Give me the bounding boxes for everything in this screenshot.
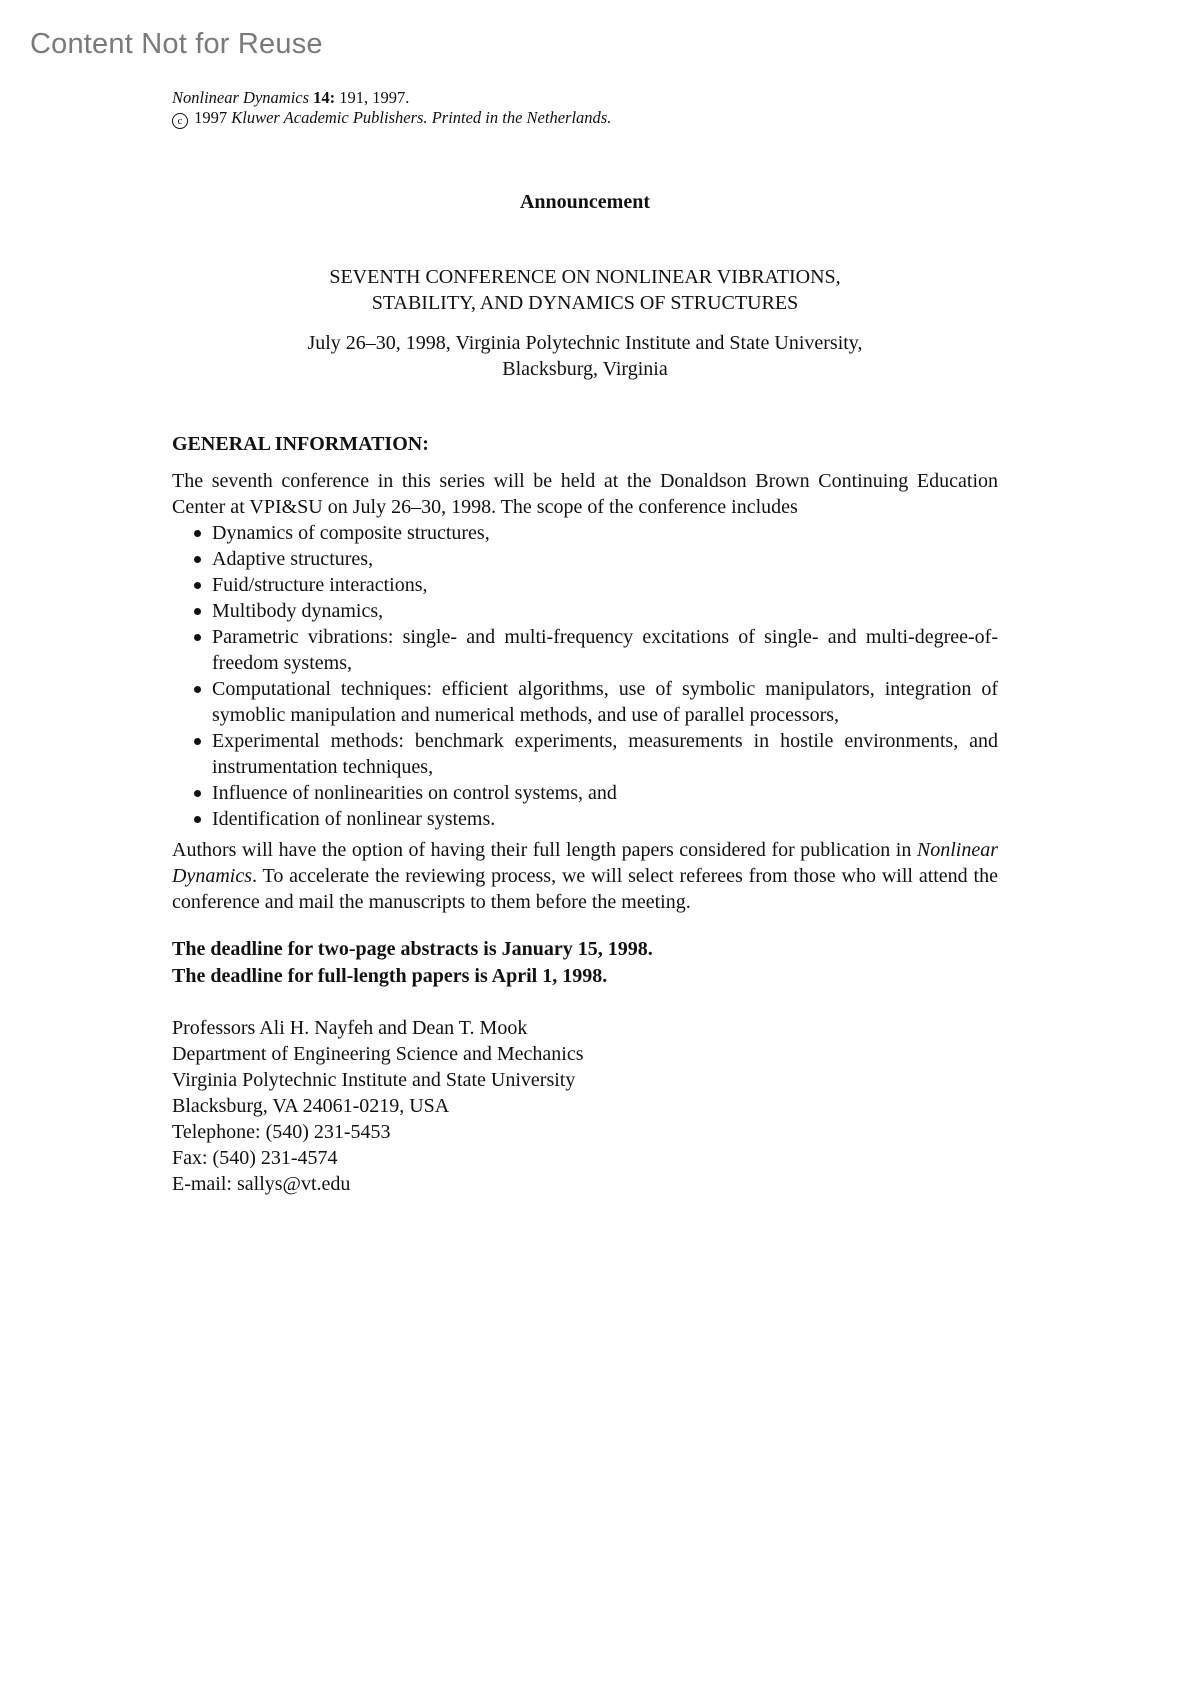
conference-title [0, 264, 1170, 316]
copyright-icon: c [172, 113, 188, 129]
contact-department: Department of Engineering Science and Mechanics [172, 1043, 584, 1065]
bullet-icon [194, 530, 201, 537]
list-item: Multibody dynamics, [172, 598, 998, 624]
list-item: Parametric vibrations: single- and multi-frequency excitations of single- and multi-degree-of-freedom systems, [172, 624, 998, 676]
abstract-deadline: The deadline for two-page abstracts is January 15, 1998. [172, 938, 653, 960]
bullet-icon [194, 556, 201, 563]
list-item: Dynamics of composite structures, [172, 520, 998, 546]
conference-date-venue [0, 330, 1170, 382]
bullet-icon [194, 608, 201, 615]
printed-location: Printed in the Netherlands. [431, 108, 612, 127]
list-item: Identification of nonlinear systems. [172, 806, 998, 832]
deadlines-block [172, 936, 653, 990]
scope-list [172, 520, 998, 832]
authors-journal-name: Nonlinear Dynamics [172, 839, 998, 887]
journal-citation [172, 88, 409, 108]
list-item: Fuid/structure interactions, [172, 572, 998, 598]
list-item: Influence of nonlinearities on control systems, and [172, 780, 998, 806]
journal-name: Nonlinear Dynamics [172, 88, 310, 107]
paper-deadline: The deadline for full-length papers is April 1, 1998. [172, 965, 608, 987]
announcement-heading: Announcement [519, 191, 650, 213]
bullet-icon [194, 582, 201, 589]
list-item: Experimental methods: benchmark experiments, measurements in hostile environments, and instrumentation techniques, [172, 728, 998, 780]
copyright-year: 1997 [194, 108, 228, 127]
copyright-line [172, 108, 611, 129]
contact-block [172, 1015, 584, 1197]
conference-date-line1: July 26–30, 1998, Virginia Polytechnic Institute and State University, [307, 332, 863, 354]
watermark-text: Content Not for Reuse [30, 28, 323, 60]
contact-names: Professors Ali H. Nayfeh and Dean T. Mook [172, 1017, 528, 1039]
authors-text-after: . To accelerate the reviewing process, we will select referees from those who will attend the conference and mail the manuscripts to them before the meeting. [172, 865, 998, 913]
contact-email[interactable]: E-mail: sallys@vt.edu [172, 1173, 351, 1195]
contact-telephone: Telephone: (540) 231-5453 [172, 1121, 391, 1143]
publisher-name: Kluwer Academic Publishers. [231, 108, 428, 127]
list-item: Adaptive structures, [172, 546, 998, 572]
journal-pages-year: 191, 1997. [339, 88, 410, 107]
list-item: Computational techniques: efficient algorithms, use of symbolic manipulators, integration of symoblic manipulation and numerical methods, and use of parallel processors, [172, 676, 998, 728]
bullet-icon [194, 790, 201, 797]
authors-text-before: Authors will have the option of having their full length papers considered for publication in [172, 839, 917, 861]
bullet-icon [194, 634, 201, 641]
authors-paragraph [172, 837, 998, 915]
conference-title-line2: STABILITY, AND DYNAMICS OF STRUCTURES [371, 292, 799, 314]
bullet-icon [194, 686, 201, 693]
intro-paragraph: The seventh conference in this series will be held at the Donaldson Brown Continuing Education Center at VPI&SU on July 26–30, 1998. The scope of the conference includes [172, 470, 998, 518]
bullet-icon [194, 738, 201, 745]
general-information-heading: GENERAL INFORMATION: [172, 433, 429, 455]
contact-fax: Fax: (540) 231-4574 [172, 1147, 338, 1169]
contact-university: Virginia Polytechnic Institute and State University [172, 1069, 576, 1091]
bullet-icon [194, 816, 201, 823]
conference-title-line1: SEVENTH CONFERENCE ON NONLINEAR VIBRATIONS, [329, 266, 841, 288]
conference-date-line2: Blacksburg, Virginia [502, 358, 668, 380]
contact-address: Blacksburg, VA 24061-0219, USA [172, 1095, 450, 1117]
journal-volume: 14: [313, 88, 336, 107]
